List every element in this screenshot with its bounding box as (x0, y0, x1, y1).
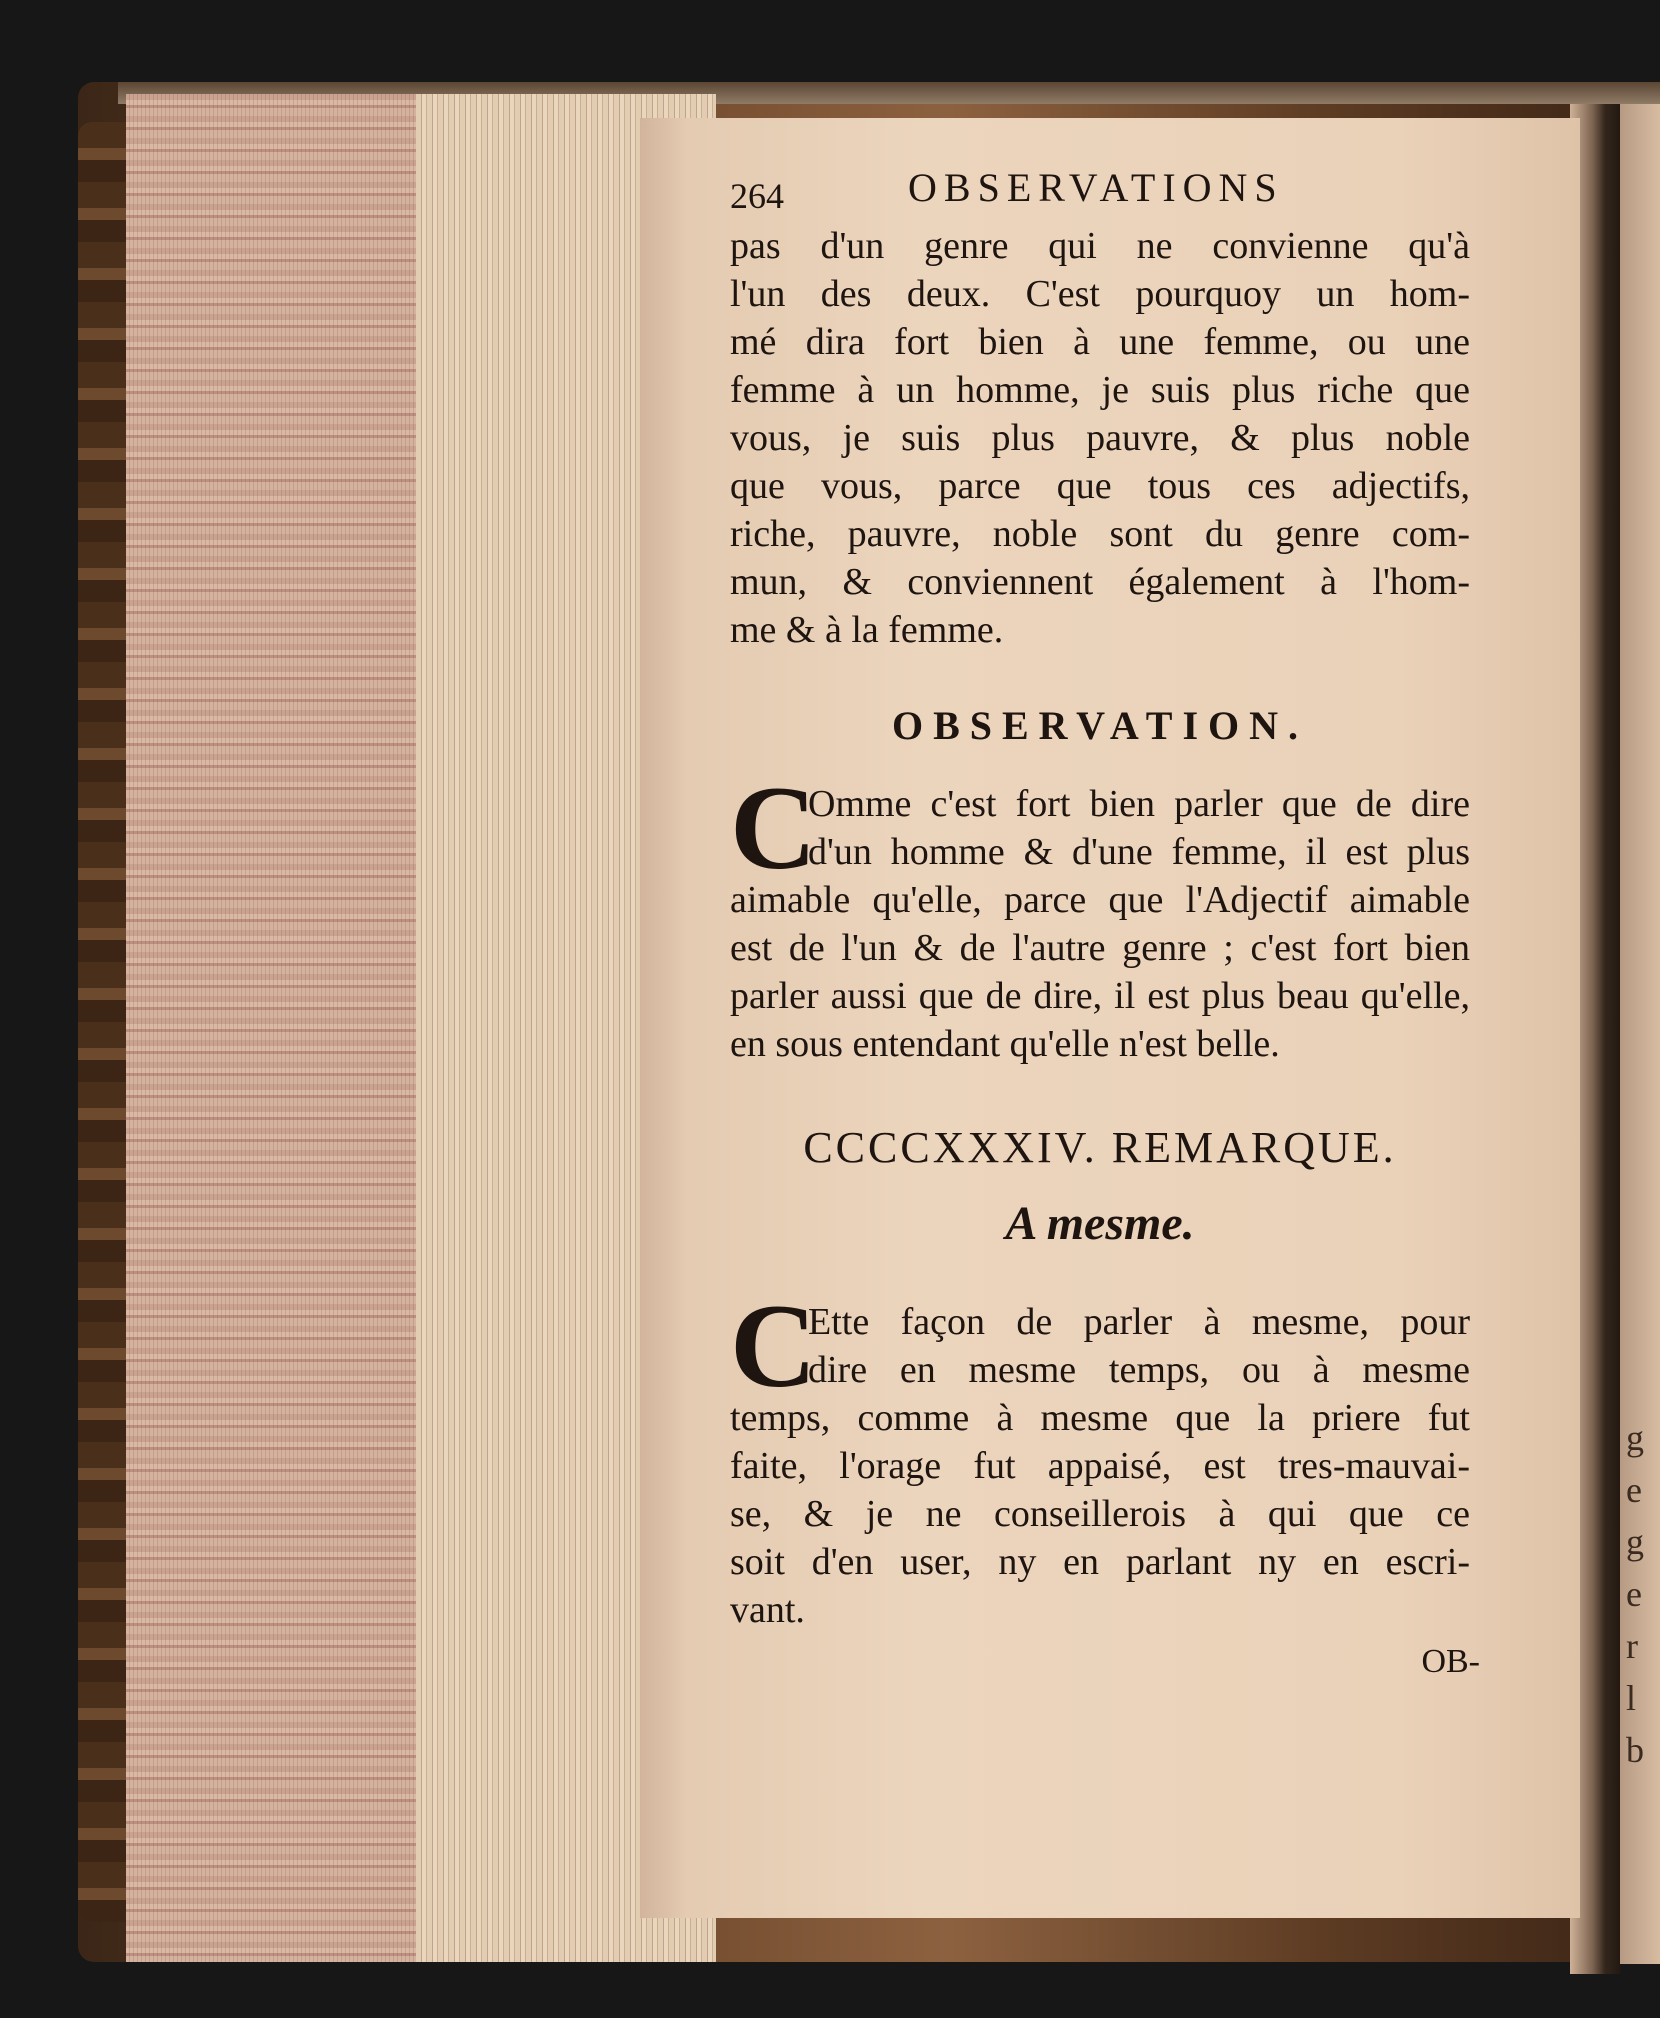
observation-heading: OBSERVATION. (891, 703, 1309, 748)
page-text (730, 158, 1480, 1680)
catchword: OB- (1421, 1643, 1480, 1680)
facing-page-text (1626, 1412, 1656, 1776)
text-line: en sous entendant qu'elle n'est belle. (730, 1023, 1280, 1065)
text-line: d'un homme & d'une femme, il est plus (808, 831, 1470, 873)
remarque-paragraph (730, 1279, 1470, 1634)
text-line: Omme c'est fort bien parler que de dire (808, 783, 1470, 825)
open-book (78, 82, 1660, 2018)
page-number: 264 (730, 176, 784, 216)
text-line: dire en mesme temps, ou à mesme (808, 1349, 1470, 1391)
sprinkled-page-edges (126, 94, 466, 1962)
book-spine (78, 122, 128, 1922)
running-head: OBSERVATIONS (908, 165, 1284, 210)
observation-paragraph (730, 761, 1470, 1068)
text-line: soit d'en user, ny en parlant ny en escri- (730, 1541, 1470, 1583)
drop-capital: C (730, 1279, 817, 1412)
text-line: vant. (730, 1589, 805, 1631)
text-line: temps, comme à mesme que la priere fut (730, 1397, 1470, 1439)
text-line: pas d'un genre qui ne convienne qu'à (730, 225, 1470, 267)
facing-letter: e (1626, 1470, 1642, 1510)
facing-letter: l (1626, 1678, 1637, 1718)
text-line: riche, pauvre, noble sont du genre com- (730, 513, 1470, 555)
facing-letter: b (1626, 1730, 1644, 1770)
text-line: que vous, parce que tous ces adjectifs, (730, 465, 1470, 507)
text-line: me & à la femme. (730, 609, 1004, 651)
text-line: femme à un homme, je suis plus riche que (730, 369, 1470, 411)
text-line: est de l'un & de l'autre genre ; c'est fort bien (730, 927, 1470, 969)
text-line: mé dira fort bien à une femme, ou une (730, 321, 1470, 363)
text-line: vous, je suis plus pauvre, & plus noble (730, 417, 1470, 459)
continuation-paragraph (730, 222, 1470, 654)
facing-letter: r (1626, 1626, 1638, 1666)
facing-letter: g (1626, 1522, 1644, 1562)
text-line: l'un des deux. C'est pourquoy un hom- (730, 273, 1470, 315)
text-line: faite, l'orage fut appaisé, est tres-mauvai- (730, 1445, 1470, 1487)
text-line: se, & je ne conseillerois à qui que ce (730, 1493, 1470, 1535)
printed-page (640, 118, 1580, 1918)
remarque-subtitle: A mesme. (1005, 1197, 1195, 1250)
text-line: mun, & conviennent également à l'hom- (730, 561, 1470, 603)
remarque-heading: CCCCXXXIV. REMARQUE. (803, 1123, 1397, 1172)
facing-letter: g (1626, 1418, 1644, 1458)
facing-letter: e (1626, 1574, 1642, 1614)
text-line: aimable qu'elle, parce que l'Adjectif aimable (730, 879, 1470, 921)
text-line: parler aussi que de dire, il est plus beau qu'elle, (730, 975, 1470, 1017)
page-header (730, 158, 1470, 216)
text-line: Ette façon de parler à mesme, pour (808, 1301, 1470, 1343)
drop-capital: C (730, 761, 817, 894)
